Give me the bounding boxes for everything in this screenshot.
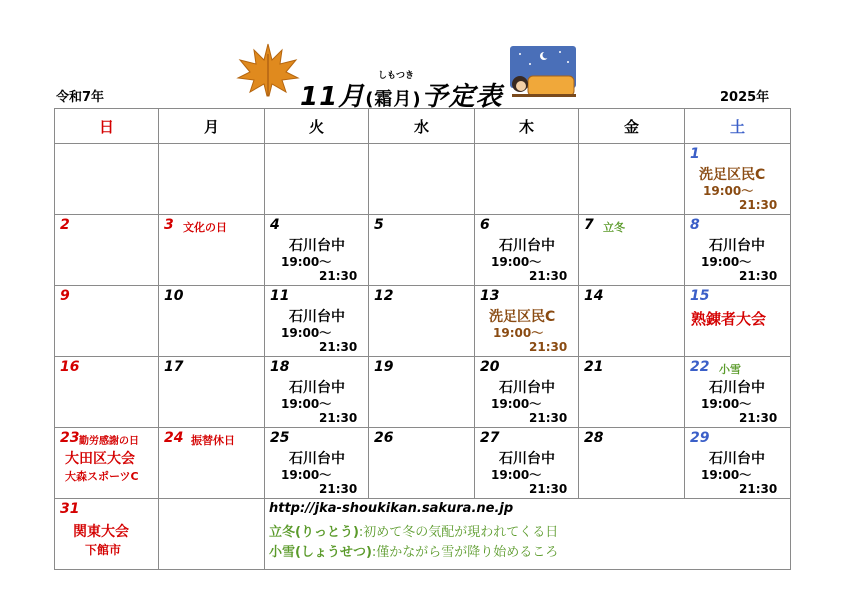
seasonal-term-label: 小雪: [719, 363, 741, 376]
event-venue: 石川台中: [499, 380, 555, 396]
week-row: [55, 357, 791, 428]
day-cell-31: [55, 499, 159, 570]
day-number: 7: [584, 217, 594, 233]
event-venue: 石川台中: [709, 380, 765, 396]
title-month: 11月: [300, 82, 366, 112]
event-end: 21:30: [319, 411, 358, 425]
note-ritto-term: 立冬(りっとう): [269, 525, 359, 540]
event-venue: 石川台中: [289, 309, 345, 325]
event-start: 19:00～: [701, 255, 752, 269]
day-number: 31: [60, 501, 80, 517]
day-cell-empty: [55, 144, 159, 215]
day-cell-24: [159, 428, 265, 499]
day-number: 12: [374, 288, 394, 304]
day-cell-11: [265, 286, 369, 357]
day-cell-5: [369, 215, 475, 286]
day-cell-empty: [265, 144, 369, 215]
event-venue: 大森スポーツC: [65, 470, 139, 483]
holiday-label: 振替休日: [191, 434, 235, 447]
day-number: 18: [270, 359, 290, 375]
day-cell-18: [265, 357, 369, 428]
event-start: 19:00～: [701, 397, 752, 411]
day-number: 29: [690, 430, 710, 446]
day-cell-26: [369, 428, 475, 499]
day-number: 24: [164, 430, 184, 446]
event-start: 19:00～: [491, 397, 542, 411]
website-link[interactable]: http://jka-shoukikan.sakura.ne.jp: [269, 501, 514, 516]
note-shosetsu: [269, 541, 558, 560]
day-cell-27: [475, 428, 579, 499]
event-venue: 洗足区民C: [699, 167, 766, 183]
event-end: 21:30: [739, 269, 778, 283]
title-month-name: (霜月): [365, 89, 422, 110]
day-number: 4: [270, 217, 280, 233]
day-cell-empty: [475, 144, 579, 215]
note-shosetsu-desc: :僅かながら雪が降り始めるころ: [371, 545, 559, 560]
day-cell-6: [475, 215, 579, 286]
day-cell-13: [475, 286, 579, 357]
event-start: 19:00～: [491, 255, 542, 269]
day-number: 11: [270, 288, 290, 304]
event-start: 19:00～: [491, 468, 542, 482]
day-number: 19: [374, 359, 394, 375]
day-number: 20: [480, 359, 500, 375]
note-shosetsu-term: 小雪(しょうせつ): [269, 545, 372, 560]
day-number: 22: [690, 359, 710, 375]
event-venue: 石川台中: [709, 238, 765, 254]
title-schedule: 予定表: [421, 82, 503, 112]
event-end: 21:30: [739, 482, 778, 496]
event-start: 19:00～: [281, 255, 332, 269]
event-end: 21:30: [529, 269, 568, 283]
event-venue: 石川台中: [709, 451, 765, 467]
day-number: 5: [374, 217, 384, 233]
event-start: 19:00～: [701, 468, 752, 482]
day-cell-empty: [159, 144, 265, 215]
event-end: 21:30: [739, 411, 778, 425]
day-cell-7: [579, 215, 685, 286]
event-start: 19:00～: [281, 326, 332, 340]
era-label: 令和7年: [56, 90, 105, 105]
day-number: 26: [374, 430, 394, 446]
week-row: [55, 499, 791, 570]
day-cell-empty: [369, 144, 475, 215]
seasonal-term-label: 立冬: [603, 221, 625, 234]
event-venue: 石川台中: [289, 380, 345, 396]
event-start: 19:00～: [281, 468, 332, 482]
night-sleeping-icon: [510, 46, 576, 102]
maple-leaf-icon: [236, 42, 300, 98]
day-number: 8: [690, 217, 700, 233]
week-row: [55, 428, 791, 499]
week-row: [55, 286, 791, 357]
day-number: 9: [60, 288, 70, 304]
weekday-thu: 木: [475, 109, 579, 144]
day-cell-16: [55, 357, 159, 428]
year-label: 2025年: [720, 90, 770, 105]
holiday-label: 勤労感謝の日: [79, 436, 139, 447]
event-end: 21:30: [529, 411, 568, 425]
day-number: 2: [60, 217, 70, 233]
weekday-sat: 土: [685, 109, 791, 144]
day-cell-empty: [159, 499, 265, 570]
event-end: 21:30: [319, 340, 358, 354]
day-number: 21: [584, 359, 604, 375]
weekday-sun: 日: [55, 109, 159, 144]
day-cell-29: [685, 428, 791, 499]
week-row: [55, 144, 791, 215]
event-start: 19:00～: [281, 397, 332, 411]
day-cell-20: [475, 357, 579, 428]
notes-cell: [265, 499, 791, 570]
day-number: 6: [480, 217, 490, 233]
day-cell-9: [55, 286, 159, 357]
day-cell-10: [159, 286, 265, 357]
day-number: 13: [480, 288, 500, 304]
day-number: 23: [60, 430, 80, 446]
day-number: 1: [690, 146, 700, 162]
event-end: 21:30: [529, 482, 568, 496]
event-title: 大田区大会: [65, 451, 135, 467]
event-venue: 石川台中: [499, 451, 555, 467]
event-end: 21:30: [319, 269, 358, 283]
day-cell-15: [685, 286, 791, 357]
day-cell-28: [579, 428, 685, 499]
event-title: 熟錬者大会: [691, 310, 767, 328]
event-venue: 洗足区民C: [489, 309, 556, 325]
event-end: 21:30: [739, 198, 778, 212]
weekday-tue: 火: [265, 109, 369, 144]
day-cell-14: [579, 286, 685, 357]
day-cell-2: [55, 215, 159, 286]
weekday-header-row: [55, 109, 791, 144]
event-venue: 石川台中: [289, 451, 345, 467]
day-number: 10: [164, 288, 184, 304]
day-number: 14: [584, 288, 604, 304]
day-cell-8: [685, 215, 791, 286]
day-cell-4: [265, 215, 369, 286]
day-cell-19: [369, 357, 475, 428]
day-cell-3: [159, 215, 265, 286]
day-number: 16: [60, 359, 80, 375]
day-cell-23: [55, 428, 159, 499]
weekday-wed: 水: [369, 109, 475, 144]
day-number: 27: [480, 430, 500, 446]
week-row: [55, 215, 791, 286]
title-ruby: しもつき: [378, 71, 415, 81]
day-cell-25: [265, 428, 369, 499]
day-cell-1: [685, 144, 791, 215]
event-venue: 石川台中: [499, 238, 555, 254]
weekday-mon: 月: [159, 109, 265, 144]
event-venue: 石川台中: [289, 238, 345, 254]
event-end: 21:30: [319, 482, 358, 496]
day-cell-22: [685, 357, 791, 428]
event-venue: 下館市: [85, 543, 122, 557]
day-cell-empty: [579, 144, 685, 215]
event-end: 21:30: [529, 340, 568, 354]
day-number: 25: [270, 430, 290, 446]
day-cell-17: [159, 357, 265, 428]
day-cell-12: [369, 286, 475, 357]
event-title: 関東大会: [73, 524, 129, 540]
event-start: 19:00～: [703, 184, 754, 198]
note-ritto: [269, 521, 558, 540]
calendar-table: [54, 108, 791, 570]
weekday-fri: 金: [579, 109, 685, 144]
note-ritto-desc: :初めて冬の気配が現われてくる日: [358, 525, 559, 540]
day-number: 3: [164, 217, 174, 233]
day-number: 15: [690, 288, 710, 304]
event-start: 19:00～: [493, 326, 544, 340]
day-number: 28: [584, 430, 604, 446]
holiday-label: 文化の日: [183, 221, 227, 234]
day-cell-21: [579, 357, 685, 428]
day-number: 17: [164, 359, 184, 375]
